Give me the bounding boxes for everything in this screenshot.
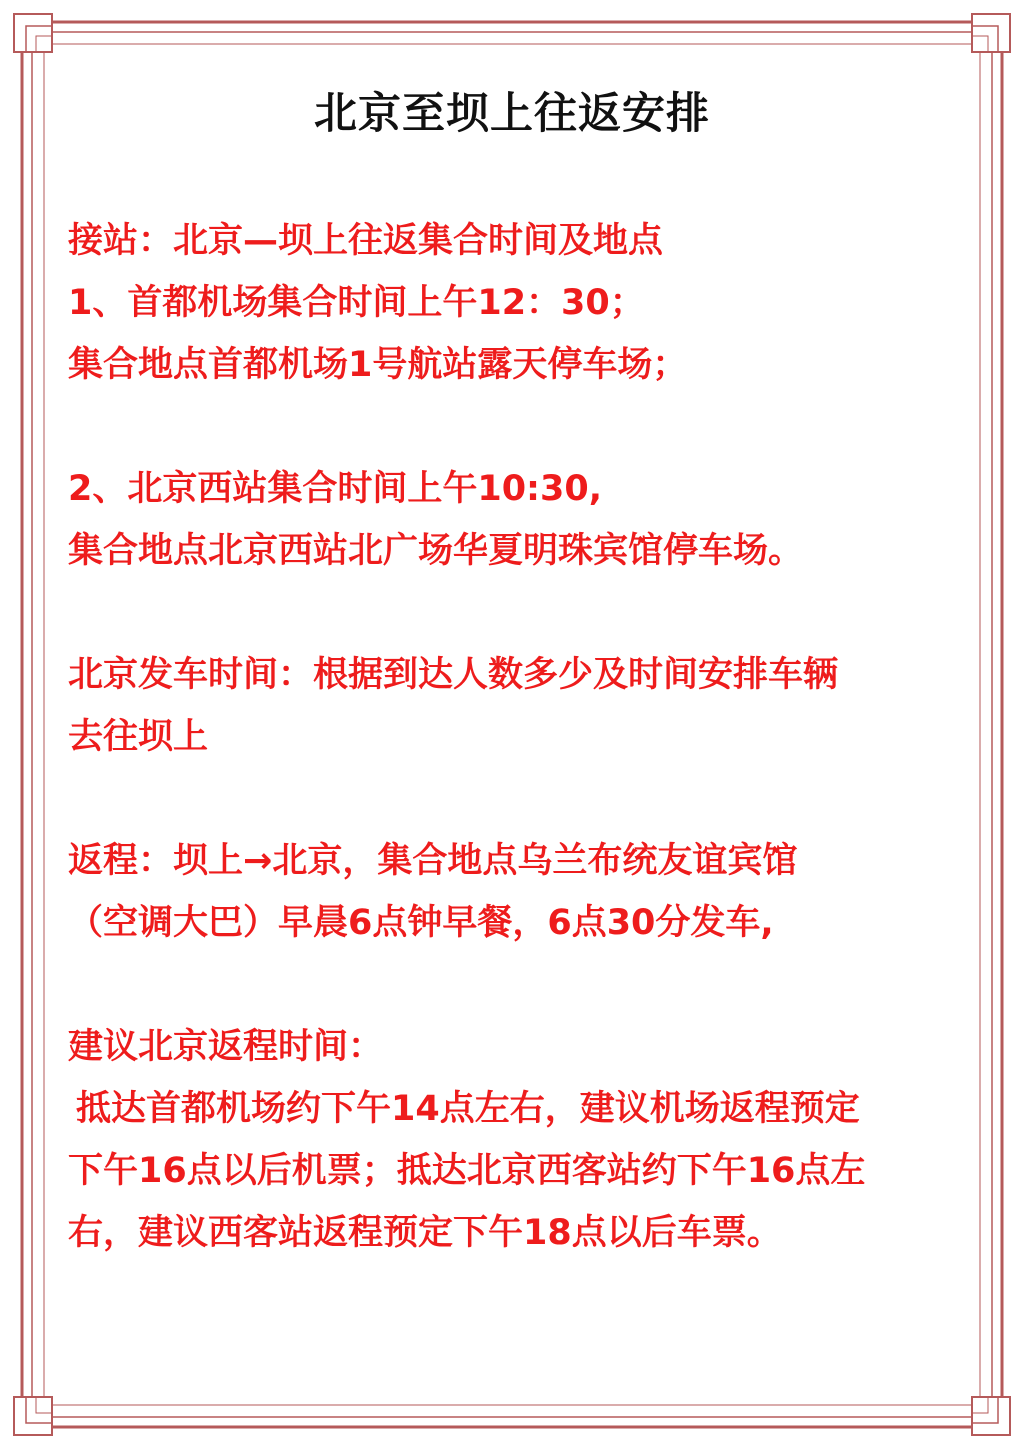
suggestion-line-2: 下午16点以后机票；抵达北京西客站约下午16点左 [68, 1151, 866, 1191]
spacer [68, 954, 988, 1016]
pickup-heading: 接站：北京—坝上往返集合时间及地点 [68, 221, 664, 261]
suggestion-heading: 建议北京返程时间： [68, 1027, 384, 1067]
page-title: 北京至坝上往返安排 [314, 89, 710, 139]
west-station-meeting-time: 2、北京西站集合时间上午10:30, [68, 469, 603, 509]
airport-meeting-place: 集合地点首都机场1号航站露天停车场； [68, 345, 688, 385]
departure-line-1: 北京发车时间：根据到达人数多少及时间安排车辆 [68, 655, 839, 695]
return-line-2: （空调大巴）早晨6点钟早餐，6点30分发车, [68, 903, 774, 943]
spacer [68, 582, 988, 644]
schedule-content [68, 210, 988, 1264]
spacer [68, 396, 988, 458]
west-station-meeting-place: 集合地点北京西站北广场华夏明珠宾馆停车场。 [68, 531, 804, 571]
departure-line-2: 去往坝上 [68, 717, 209, 757]
suggestion-line-1: 抵达首都机场约下午14点左右，建议机场返程预定 [76, 1089, 860, 1129]
spacer [68, 768, 988, 830]
airport-meeting-time: 1、首都机场集合时间上午12：30； [68, 283, 645, 323]
return-line-1: 返程：坝上→北京，集合地点乌兰布统友谊宾馆 [68, 841, 798, 881]
suggestion-line-3: 右，建议西客站返程预定下午18点以后车票。 [68, 1213, 782, 1253]
